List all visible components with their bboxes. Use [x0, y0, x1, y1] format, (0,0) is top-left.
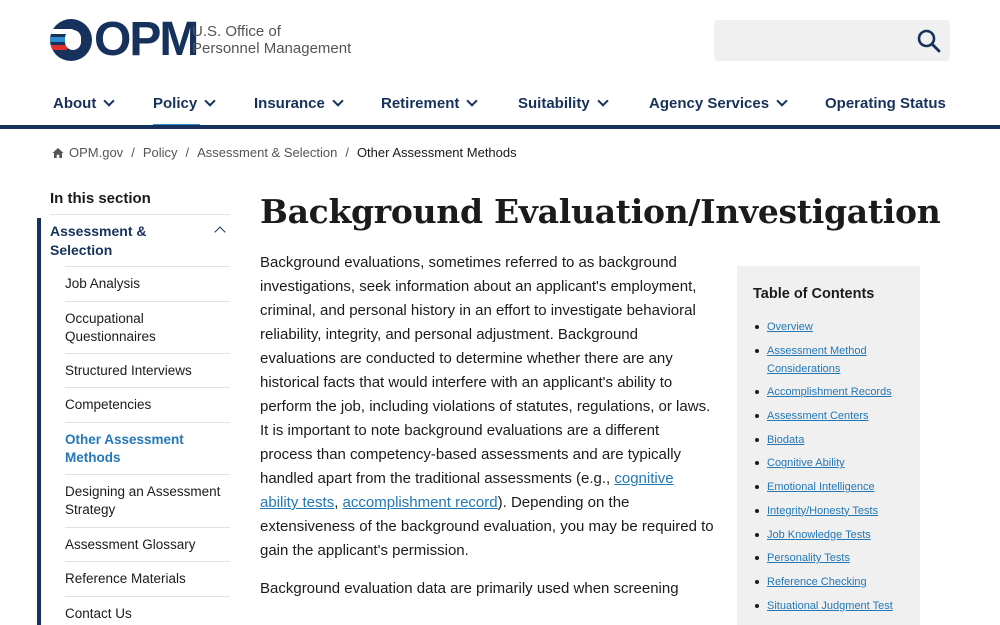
nav-label: Agency Services	[649, 95, 770, 112]
chevron-down-icon	[597, 95, 608, 106]
toc-item	[755, 318, 915, 336]
toc-item	[755, 573, 915, 591]
home-icon	[52, 147, 64, 159]
chevron-up-icon[interactable]	[214, 226, 225, 237]
chevron-down-icon	[332, 95, 343, 106]
chevron-down-icon	[467, 95, 478, 106]
toc-link-integrity-honesty-tests[interactable]: Integrity/Honesty Tests	[767, 504, 879, 517]
breadcrumb-separator: /	[185, 145, 190, 160]
sidebar-divider	[50, 214, 230, 215]
toc-link-assessment-method-considerations[interactable]: Assessment Method Considerations	[767, 344, 867, 375]
chevron-down-icon	[104, 95, 115, 106]
nav-about[interactable]	[53, 88, 113, 128]
toc-list	[755, 318, 915, 620]
toc-title: Table of Contents	[753, 286, 875, 302]
sidebar-parent-label: Assessment & Selection	[50, 223, 147, 258]
logo-text: OPM	[94, 13, 198, 66]
paragraph-1	[260, 251, 715, 563]
toc-link-reference-checking[interactable]: Reference Checking	[767, 575, 867, 588]
toc-link-assessment-centers[interactable]: Assessment Centers	[767, 410, 869, 423]
nav-label: Suitability	[518, 95, 590, 112]
toc-item	[755, 549, 915, 567]
breadcrumb	[52, 145, 517, 160]
toc-link-situational-judgment-test[interactable]: Situational Judgment Test	[767, 599, 893, 612]
sidebar-item-other-assessment-methods[interactable]: Other Assessment Methods	[65, 422, 230, 474]
toc-link-emotional-intelligence[interactable]: Emotional Intelligence	[767, 481, 875, 494]
toc-item	[755, 431, 915, 449]
paragraph-2: Background evaluation data are primarily used when screening	[260, 580, 679, 597]
opm-logo[interactable]	[50, 13, 198, 66]
nav-suitability[interactable]	[518, 88, 607, 128]
sidebar-item-structured-interviews[interactable]: Structured Interviews	[65, 353, 230, 387]
toc-link-personality-tests[interactable]: Personality Tests	[767, 552, 850, 565]
site-header	[0, 0, 1000, 130]
search-input[interactable]	[714, 20, 950, 61]
breadcrumb-home-link[interactable]: OPM.gov	[69, 145, 124, 160]
nav-label: Retirement	[381, 95, 460, 112]
paragraph-1-text-a: Background evaluations, sometimes referred to as background investigations, seek information about an applicant's employment, criminal, and personal history in an effort to investigate behavioral reliability, integrity, and personal adjustment. Background evaluations are conducted to determine whether there are any historical facts that would interfere with an applicant's ability to perform the job, including violations of statutes, regulations, or laws. It is important to note background evaluations are a different process than competency-based assessments and are typically handled apart from the traditional assessments (e.g.,	[260, 254, 711, 487]
toc-link-biodata[interactable]: Biodata	[767, 433, 805, 446]
sidebar-item-competencies[interactable]: Competencies	[65, 387, 230, 422]
toc-link-accomplishment-records[interactable]: Accomplishment Records	[767, 386, 892, 399]
toc-item	[755, 478, 915, 496]
nav-operating-status[interactable]	[825, 88, 946, 128]
toc-link-overview[interactable]: Overview	[767, 321, 813, 333]
toc-link-cognitive-ability[interactable]: Cognitive Ability	[767, 457, 845, 470]
sidebar-item-occupational-questionnaires[interactable]: Occupational Questionnaires	[65, 301, 230, 353]
agency-name	[192, 23, 351, 57]
paragraph-1-text-c: ). Depending on the extensiveness of the background evaluation, you may be required to gain the applicant's permission.	[260, 494, 714, 559]
nav-divider	[0, 125, 1000, 129]
breadcrumb-separator: /	[345, 145, 349, 160]
sidebar-accent-bar	[37, 218, 41, 625]
toc-item	[755, 526, 915, 544]
toc-link-job-knowledge-tests[interactable]: Job Knowledge Tests	[767, 528, 871, 541]
sidebar-parent-assessment-selection[interactable]	[50, 222, 230, 260]
nav-retirement[interactable]	[381, 88, 476, 128]
nav-insurance[interactable]	[254, 88, 342, 128]
breadcrumb-separator: /	[131, 145, 135, 160]
toc-item	[755, 502, 915, 520]
nav-label: About	[53, 95, 97, 112]
breadcrumb-current: Other Assessment Methods	[356, 145, 517, 160]
breadcrumb-assessment-link[interactable]: Assessment & Selection	[197, 145, 338, 160]
main-nav	[0, 88, 1000, 128]
agency-name-line1: U.S. Office of	[192, 23, 281, 40]
sidebar-item-reference-materials[interactable]: Reference Materials	[65, 561, 230, 596]
nav-label: Policy	[153, 95, 198, 112]
chevron-down-icon	[776, 95, 787, 106]
page-title: Background Evaluation/Investigation	[260, 192, 941, 231]
sidebar-item-assessment-glossary[interactable]: Assessment Glossary	[65, 527, 230, 561]
search-icon	[916, 28, 942, 54]
toc-item	[755, 383, 915, 401]
cognitive-ability-tests-link[interactable]: cognitive ability tests	[260, 470, 674, 511]
opm-logo-mark-icon	[50, 19, 92, 61]
sidebar-heading: In this section	[50, 190, 151, 207]
nav-label: Insurance	[254, 95, 325, 112]
table-of-contents	[737, 266, 920, 625]
breadcrumb-policy-link[interactable]: Policy	[142, 145, 178, 160]
toc-item	[755, 342, 915, 378]
paragraph-1-text-b: ,	[334, 494, 343, 511]
toc-item	[755, 454, 915, 472]
agency-name-line2: Personnel Management	[192, 40, 352, 57]
toc-item	[755, 407, 915, 425]
nav-label: Operating Status	[825, 95, 946, 112]
toc-item	[755, 597, 915, 615]
search-button[interactable]	[916, 28, 942, 54]
sidebar-item-designing-assessment-strategy[interactable]: Designing an Assessment Strategy	[65, 474, 230, 527]
sidebar-item-contact-us[interactable]: Contact Us	[65, 596, 230, 625]
nav-agency-services[interactable]	[649, 88, 786, 128]
nav-policy[interactable]	[153, 88, 200, 128]
chevron-down-icon	[205, 95, 216, 106]
sidebar-item-job-analysis[interactable]: Job Analysis	[65, 266, 230, 301]
accomplishment-record-link[interactable]: accomplishment record	[342, 494, 498, 511]
sidebar-list	[65, 266, 230, 625]
article-body	[260, 251, 715, 615]
